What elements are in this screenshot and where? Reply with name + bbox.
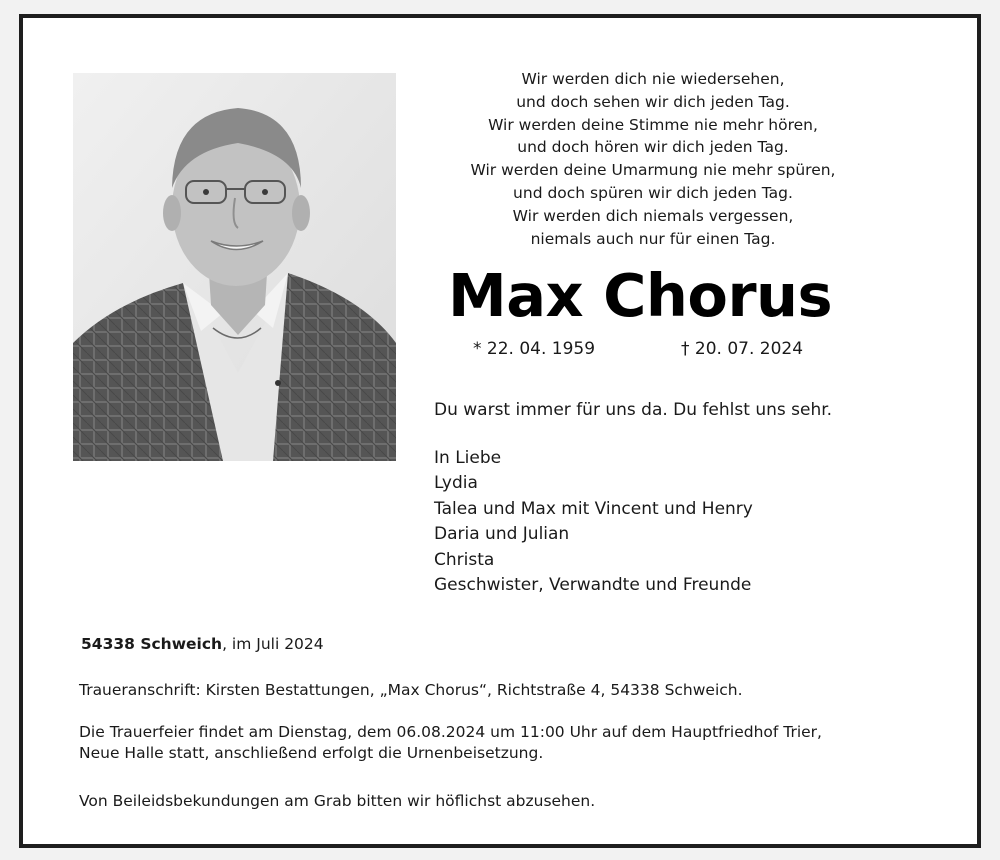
portrait-photo: [73, 73, 396, 461]
ceremony-info: [79, 722, 822, 764]
death-date: † 20. 07. 2024: [681, 339, 804, 359]
deceased-name: Max Chorus: [448, 261, 833, 330]
poem-line: Wir werden deine Umarmung nie mehr spüren,: [470, 161, 836, 180]
mourner-line: Talea und Max mit Vincent und Henry: [434, 498, 753, 519]
place-and-date: [81, 635, 324, 653]
place-city: 54338 Schweich: [81, 635, 223, 653]
birth-date: * 22. 04. 1959: [473, 339, 596, 359]
mourners-list: [434, 446, 753, 598]
place-date: , im Juli 2024: [222, 635, 324, 653]
poem-line: niemals auch nur für einen Tag.: [530, 229, 776, 248]
address-text: Traueranschrift: Kirsten Bestattungen, „Max Chorus“, Richtstraße 4, 54338 Schweich.: [79, 681, 743, 699]
ceremony-line: Die Trauerfeier findet am Dienstag, dem 06.08.2024 um 11:00 Uhr auf dem Hauptfriedhof Trier,: [79, 723, 822, 741]
mourner-line: Lydia: [434, 473, 478, 494]
poem-line: Wir werden dich nie wiedersehen,: [521, 70, 785, 88]
poem-line: Wir werden deine Stimme nie mehr hören,: [488, 115, 818, 134]
mourning-address: [79, 680, 743, 701]
ceremony-line: Neue Halle statt, anschließend erfolgt die Urnenbeisetzung.: [79, 744, 544, 762]
mourner-line: In Liebe: [434, 448, 502, 468]
mourner-line: Daria und Julian: [434, 524, 570, 545]
mourner-line: Christa: [434, 549, 495, 570]
memorial-poem: [403, 68, 903, 250]
farewell-message: Du warst immer für uns da. Du fehlst uns sehr.: [434, 400, 833, 420]
poem-line: und doch hören wir dich jeden Tag.: [517, 138, 789, 157]
mourner-line: Geschwister, Verwandte und Freunde: [434, 575, 752, 596]
poem-line: Wir werden dich niemals vergessen,: [512, 206, 794, 225]
note-text: Von Beileidsbekundungen am Grab bitten wir höflichst abzusehen.: [79, 792, 596, 810]
obituary-card: [19, 14, 981, 848]
condolence-note: [79, 791, 595, 812]
poem-line: und doch sehen wir dich jeden Tag.: [516, 92, 790, 111]
poem-line: und doch spüren wir dich jeden Tag.: [513, 183, 793, 202]
